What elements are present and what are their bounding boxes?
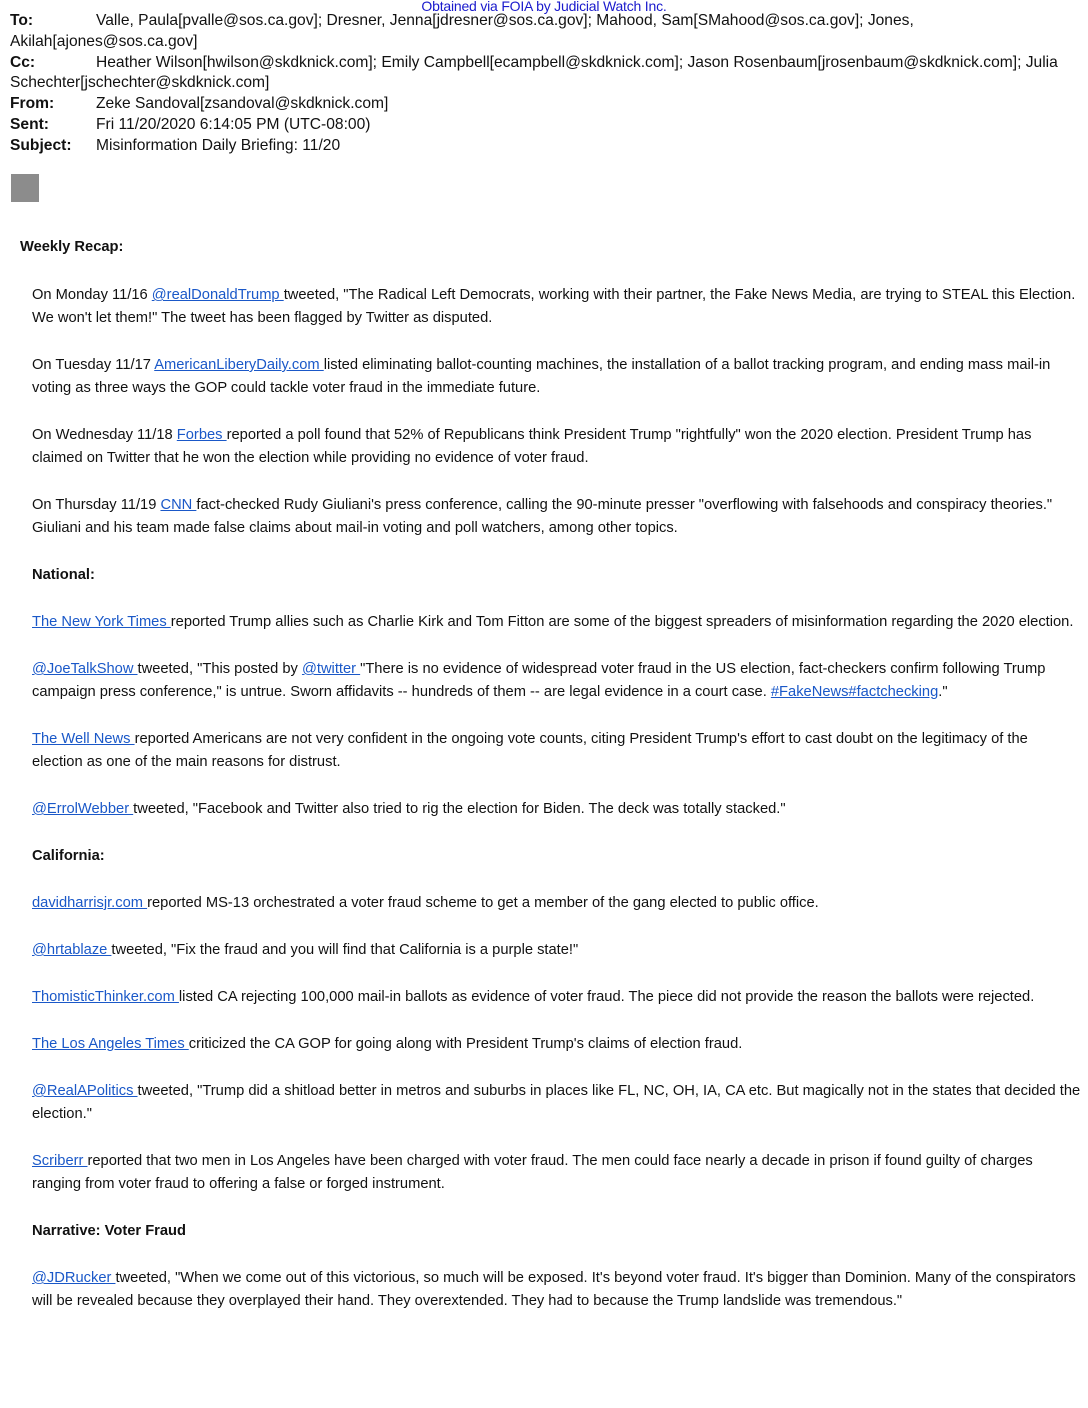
weekly-item-link[interactable]: CNN xyxy=(160,497,197,513)
weekly-item-text: reported a poll found that 52% of Republicans think President Trump "rightfully" won the 2020 election. President Trump has claimed on Twitter that he won the election while providing no evidence of voter fraud. xyxy=(32,427,1032,466)
california-item-link[interactable]: The Los Angeles Times xyxy=(32,1036,189,1052)
national-item xyxy=(32,611,1082,634)
weekly-item-link[interactable]: Forbes xyxy=(176,427,227,443)
california-item-text: reported MS-13 orchestrated a voter fraud scheme to get a member of the gang elected to public office. xyxy=(147,895,819,911)
weekly-item-prefix: On Thursday 11/19 xyxy=(32,497,161,513)
to-row xyxy=(10,11,1080,53)
cc-value: Heather Wilson[hwilson@skdknick.com]; Emily Campbell[ecampbell@skdknick.com]; Jason Rosenbaum[jrosenbaum@skdknick.com]; Julia Schechter[jschechter@skdknick.com] xyxy=(10,53,1058,92)
california-item-text: reported that two men in Los Angeles have been charged with voter fraud. The men could face nearly a decade in prison if found guilty of charges ranging from voter fraud to offering a false or forged instrument. xyxy=(32,1153,1033,1192)
to-value: Valle, Paula[pvalle@sos.ca.gov]; Dresner, Jenna[jdresner@sos.ca.gov]; Mahood, Sam[SMahood@sos.ca.gov]; Jones, Akilah[ajones@sos.ca.gov] xyxy=(10,12,914,50)
national-item-link[interactable]: The New York Times xyxy=(32,614,171,630)
briefing-content xyxy=(32,284,1082,1313)
national-item xyxy=(32,658,1082,704)
subject-value: Misinformation Daily Briefing: 11/20 xyxy=(96,136,341,154)
weekly-item-prefix: On Tuesday 11/17 xyxy=(32,357,155,373)
national-item xyxy=(32,798,1082,821)
weekly-item-link[interactable]: @realDonaldTrump xyxy=(151,287,284,303)
from-label: From: xyxy=(10,95,55,113)
sent-value: Fri 11/20/2020 6:14:05 PM (UTC-08:00) xyxy=(96,115,371,133)
california-item xyxy=(32,986,1082,1009)
weekly-item-prefix: On Monday 11/16 xyxy=(32,287,152,303)
image-placeholder-icon xyxy=(11,174,39,202)
narrative-item-link[interactable]: @JDRucker xyxy=(32,1270,116,1286)
narrative-item-text: tweeted, "When we come out of this victorious, so much will be exposed. It's beyond voter fraud. It's bigger than Dominion. Many of the conspirators will be revealed because they overplayed their hand. They overextended. They had to because the Trump landslide was tremendous." xyxy=(32,1270,1076,1309)
weekly-item xyxy=(32,284,1082,330)
california-item xyxy=(32,892,1082,915)
from-row xyxy=(10,94,1080,115)
national-item xyxy=(32,728,1082,774)
california-item-link[interactable]: @hrtablaze xyxy=(32,942,112,958)
national-item-text-2: "There is no evidence of widespread voter fraud in the US election, fact-checkers confirm following Trump campaign press conference," is untrue. Sworn affidavits -- hundreds of them -- are legal evidence in a court case. xyxy=(32,661,1046,700)
foia-watermark: Obtained via FOIA by Judicial Watch Inc. xyxy=(421,0,667,14)
cc-row xyxy=(10,53,1080,95)
twitter-link[interactable]: @twitter xyxy=(301,661,361,677)
weekly-item xyxy=(32,424,1082,470)
national-item-link[interactable]: @JoeTalkShow xyxy=(32,661,138,677)
national-item-text: tweeted, "This posted by xyxy=(137,661,302,677)
subject-label: Subject: xyxy=(10,136,72,154)
weekly-item-text: fact-checked Rudy Giuliani's press conference, calling the 90-minute presser "overflowing with falsehoods and conspiracy theories." Giuliani and his team made false claims about mail-in voting and poll watchers, among other topics. xyxy=(32,497,1053,536)
to-label: To: xyxy=(10,12,34,29)
california-item-text: listed CA rejecting 100,000 mail-in ballots as evidence of voter fraud. The piece did not provide the reason the ballots were rejected. xyxy=(178,989,1035,1005)
california-item-link[interactable]: @RealAPolitics xyxy=(32,1083,138,1099)
weekly-item-prefix: On Wednesday 11/18 xyxy=(32,427,177,443)
weekly-recap-heading: Weekly Recap: xyxy=(20,239,124,255)
cc-label: Cc: xyxy=(10,53,36,71)
california-item-link[interactable]: davidharrisjr.com xyxy=(32,895,148,911)
national-item-text-3: ." xyxy=(938,684,948,700)
briefing-body xyxy=(20,236,1082,1337)
california-heading: California: xyxy=(32,848,105,864)
sent-label: Sent: xyxy=(10,115,49,133)
weekly-item-link[interactable]: AmericanLiberyDaily.com xyxy=(154,357,324,373)
california-item-text: tweeted, "Fix the fraud and you will find that California is a purple state!" xyxy=(111,942,579,958)
california-item xyxy=(32,939,1082,962)
california-item-link[interactable]: Scriberr xyxy=(32,1153,88,1169)
national-item-link[interactable]: @ErrolWebber xyxy=(32,801,134,817)
national-item-link[interactable]: The Well News xyxy=(32,731,135,747)
national-item-text: tweeted, "Facebook and Twitter also tried to rig the election for Biden. The deck was totally stacked." xyxy=(133,801,786,817)
california-item xyxy=(32,1150,1082,1196)
narrative-heading: Narrative: Voter Fraud xyxy=(32,1223,186,1239)
weekly-item xyxy=(32,494,1082,540)
email-header xyxy=(10,11,1080,157)
california-item-text: tweeted, "Trump did a shitload better in metros and suburbs in places like FL, NC, OH, IA, CA etc. But magically not in the states that decided the election." xyxy=(32,1083,1081,1122)
california-item-link[interactable]: ThomisticThinker.com xyxy=(32,989,179,1005)
weekly-item xyxy=(32,354,1082,400)
hashtag-link[interactable]: #FakeNews#factchecking xyxy=(770,684,939,700)
narrative-item xyxy=(32,1267,1082,1313)
california-item xyxy=(32,1080,1082,1126)
california-item-text: criticized the CA GOP for going along with President Trump's claims of election fraud. xyxy=(188,1036,743,1052)
national-item-text: reported Americans are not very confident in the ongoing vote counts, citing President Trump's effort to cast doubt on the legitimacy of the election as one of the main reasons for distrust. xyxy=(32,731,1028,770)
california-item xyxy=(32,1033,1082,1056)
national-item-text: reported Trump allies such as Charlie Kirk and Tom Fitton are some of the biggest spreaders of misinformation regarding the 2020 election. xyxy=(170,614,1074,630)
subject-row xyxy=(10,136,1080,157)
weekly-item-text: listed eliminating ballot-counting machines, the installation of a ballot tracking program, and ending mass mail-in voting as three ways the GOP could tackle voter fraud in the immediate future. xyxy=(32,357,1051,396)
national-heading: National: xyxy=(32,567,95,583)
weekly-item-text: tweeted, "The Radical Left Democrats, working with their partner, the Fake News Media, are trying to STEAL this Election. We won't let them!" The tweet has been flagged by Twitter as disputed. xyxy=(32,287,1076,326)
sent-row xyxy=(10,115,1080,136)
from-value: Zeke Sandoval[zsandoval@skdknick.com] xyxy=(96,95,389,113)
